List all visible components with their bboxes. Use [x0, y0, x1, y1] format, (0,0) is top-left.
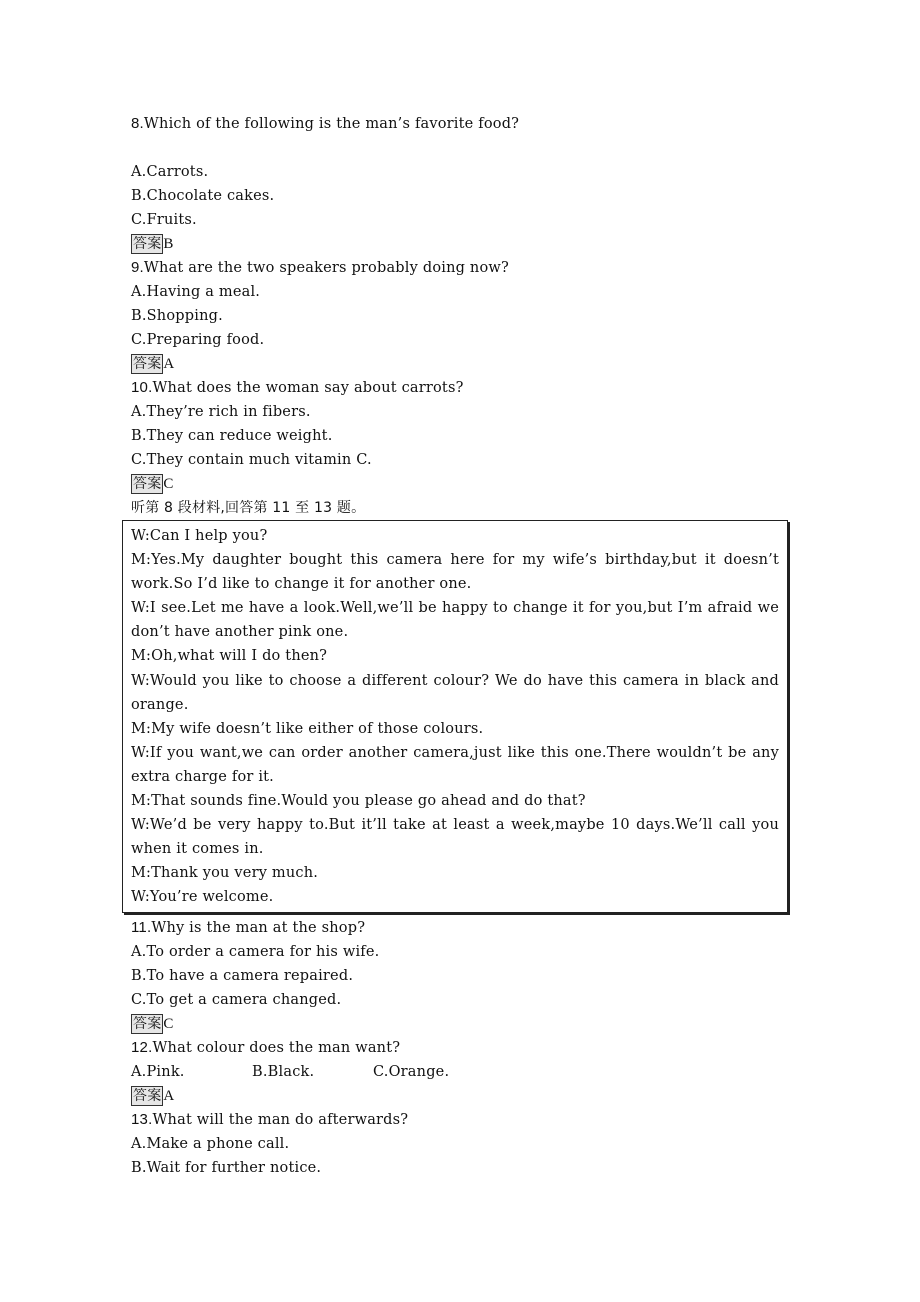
answer-value: A	[163, 1087, 175, 1104]
transcript-box	[122, 520, 788, 913]
question-number: 8.	[131, 115, 144, 132]
section-title: 听第 8 段材料,回答第 11 至 13 题。	[131, 500, 366, 516]
question-text: What are the two speakers probably doing now?	[143, 260, 509, 276]
option-a: A.They’re rich in fibers.	[131, 404, 311, 420]
answer-value: B	[163, 236, 174, 252]
transcript-line: W:You’re welcome.	[131, 889, 274, 906]
answer-value: C	[163, 476, 174, 492]
question-12	[131, 1036, 799, 1060]
option-a: A.Carrots.	[131, 164, 209, 180]
transcript-line: W:Would you like to choose a different colour? We do have this camera in black and orange.	[131, 672, 779, 713]
answer-badge: 答案	[133, 476, 162, 492]
question-number: 9.	[131, 259, 144, 276]
option-c: C.Fruits.	[131, 212, 197, 228]
transcript-line: W:We’d be very happy to.But it’ll take at least a week,maybe 10 days.We’ll call you when it comes in.	[131, 817, 779, 858]
answer-value: A	[163, 356, 175, 372]
question-number: 13.	[131, 1110, 153, 1128]
transcript-line: M:Oh,what will I do then?	[131, 648, 328, 665]
question-text: What does the woman say about carrots?	[152, 380, 464, 396]
question-8	[131, 112, 799, 136]
transcript-line: W:Can I help you?	[131, 528, 268, 544]
option-b: B.Black.	[252, 1063, 315, 1080]
option-a: A.To order a camera for his wife.	[131, 943, 380, 960]
question-13	[131, 1108, 799, 1132]
option-a: A.Having a meal.	[131, 284, 261, 300]
option-c: C.Preparing food.	[131, 332, 265, 348]
question-number: 12.	[131, 1038, 153, 1056]
question-10	[131, 376, 799, 400]
blank-line	[131, 136, 799, 160]
transcript-line: M:My wife doesn’t like either of those colours.	[131, 720, 484, 737]
option-a: A.Pink.	[131, 1063, 185, 1080]
answer-row	[131, 352, 799, 376]
question-text: Which of the following is the man’s favorite food?	[143, 116, 520, 132]
option-c: C.They contain much vitamin C.	[131, 452, 372, 468]
transcript-line: M:That sounds fine.Would you please go ahead and do that?	[131, 793, 586, 810]
document-page	[131, 112, 799, 1180]
option-a: A.Make a phone call.	[131, 1135, 290, 1152]
answer-badge: 答案	[133, 356, 162, 372]
option-b: B.To have a camera repaired.	[131, 967, 354, 984]
options-row	[131, 1060, 799, 1084]
answer-badge: 答案	[133, 236, 162, 252]
option-c: C.To get a camera changed.	[131, 991, 342, 1008]
question-11	[131, 916, 799, 940]
question-text: What will the man do afterwards?	[152, 1111, 409, 1128]
answer-badge: 答案	[133, 1015, 162, 1032]
question-number: 11.	[131, 918, 152, 936]
transcript-line: M:Yes.My daughter bought this camera here for my wife’s birthday,but it doesn’t work.So I’d like to change it for another one.	[131, 552, 779, 593]
option-b: B.Chocolate cakes.	[131, 188, 275, 204]
question-text: Why is the man at the shop?	[151, 919, 366, 936]
answer-badge: 答案	[133, 1087, 162, 1104]
answer-row	[131, 1084, 799, 1108]
option-b: B.They can reduce weight.	[131, 428, 333, 444]
question-number: 10.	[131, 379, 153, 396]
transcript-line: M:Thank you very much.	[131, 865, 319, 882]
transcript-line: W:If you want,we can order another camera,just like this one.There wouldn’t be any extra charge for it.	[131, 744, 779, 785]
transcript-line: W:I see.Let me have a look.Well,we’ll be happy to change it for you,but I’m afraid we don’t have another pink one.	[131, 600, 779, 641]
answer-value: C	[163, 1015, 174, 1032]
option-c: C.Orange.	[373, 1063, 450, 1080]
answer-row	[131, 232, 799, 256]
answer-row	[131, 472, 799, 496]
option-b: B.Wait for further notice.	[131, 1159, 322, 1176]
option-b: B.Shopping.	[131, 308, 223, 324]
answer-row	[131, 1012, 799, 1036]
question-text: What colour does the man want?	[152, 1039, 401, 1056]
question-9	[131, 256, 799, 280]
